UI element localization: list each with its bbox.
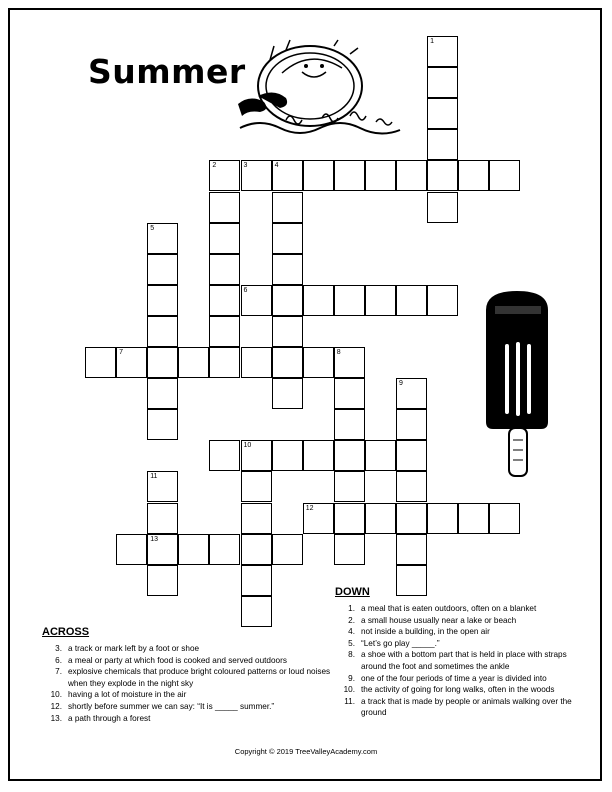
grid-cell[interactable]: [209, 223, 240, 254]
grid-cell[interactable]: [396, 503, 427, 534]
clue-text: a meal that is eaten outdoors, often on a blanket: [361, 604, 537, 613]
clue-text: a small house usually near a lake or beach: [361, 615, 517, 625]
grid-cell[interactable]: [303, 160, 334, 191]
grid-cell[interactable]: [427, 129, 458, 160]
clue-number: 13.: [50, 713, 62, 723]
grid-cell[interactable]: [147, 503, 178, 534]
grid-cell[interactable]: [365, 160, 396, 191]
grid-cell[interactable]: [303, 440, 334, 471]
clue-text: a track that is made by people or animals walking over the ground: [361, 696, 572, 718]
grid-cell[interactable]: [272, 254, 303, 285]
grid-cell[interactable]: [334, 534, 365, 565]
grid-cell[interactable]: [334, 409, 365, 440]
clue-number: 1: [430, 38, 434, 45]
grid-cell[interactable]: [365, 440, 396, 471]
grid-cell[interactable]: [427, 36, 458, 67]
clue-text: having a lot of moisture in the air: [68, 690, 187, 700]
grid-cell[interactable]: [396, 160, 427, 191]
grid-cell[interactable]: [427, 160, 458, 191]
clue-number: 4: [274, 162, 279, 170]
across-heading: ACROSS: [42, 626, 90, 638]
clue-number: 11.: [344, 696, 355, 706]
grid-cell[interactable]: [241, 471, 272, 502]
clue-number: 3.: [55, 644, 62, 653]
clue-number: 7: [119, 349, 123, 356]
grid-cell[interactable]: [147, 347, 178, 378]
clue-number: 1.: [348, 604, 355, 613]
grid-cell[interactable]: [241, 565, 272, 596]
grid-cell[interactable]: [241, 596, 272, 627]
clue-text: the activity of going for long walks, often in the woods: [361, 685, 555, 695]
grid-cell[interactable]: [116, 347, 147, 378]
clue-text: a path through a forest: [68, 713, 151, 723]
grid-cell[interactable]: [272, 440, 303, 471]
across-clue: [42, 666, 332, 689]
down-clue: [335, 696, 575, 719]
grid-cell[interactable]: [272, 192, 303, 223]
grid-cell[interactable]: [147, 534, 178, 565]
grid-cell[interactable]: [396, 471, 427, 502]
grid-cell[interactable]: [209, 534, 240, 565]
down-clue: [335, 603, 575, 615]
grid-cell[interactable]: [272, 534, 303, 565]
grid-cell[interactable]: [178, 347, 209, 378]
down-clue: [335, 649, 575, 672]
grid-cell[interactable]: [209, 347, 240, 378]
down-clue: [335, 615, 575, 627]
clue-number: 3: [243, 162, 248, 170]
across-clue: [42, 643, 332, 655]
grid-cell[interactable]: [85, 347, 116, 378]
down-clue: [335, 638, 575, 650]
grid-cell[interactable]: [427, 192, 458, 223]
grid-cell[interactable]: [489, 503, 520, 534]
across-clue: [42, 701, 332, 713]
across-clue: [42, 655, 332, 667]
grid-cell[interactable]: [334, 440, 365, 471]
grid-cell[interactable]: [489, 160, 520, 191]
clue-number: 9: [399, 380, 403, 388]
grid-cell[interactable]: [147, 254, 178, 285]
grid-cell[interactable]: [334, 347, 365, 378]
clue-number: 4.: [348, 627, 355, 637]
grid-cell[interactable]: [147, 565, 178, 596]
grid-cell[interactable]: [178, 534, 209, 565]
grid-cell[interactable]: [241, 347, 272, 378]
down-clues: [335, 586, 575, 719]
grid-cell[interactable]: [147, 223, 178, 254]
grid-cell[interactable]: [209, 316, 240, 347]
grid-cell[interactable]: [147, 316, 178, 347]
clue-number: 5: [150, 224, 155, 232]
clue-number: 8.: [348, 650, 355, 660]
grid-cell[interactable]: [116, 534, 147, 565]
grid-cell[interactable]: [396, 534, 427, 565]
grid-cell[interactable]: [147, 285, 178, 316]
clue-text: a shoe with a bottom part that is held in place with straps around the foot and sometimes the ankle: [361, 650, 567, 671]
grid-cell[interactable]: [272, 316, 303, 347]
grid-cell[interactable]: [209, 160, 240, 191]
grid-cell[interactable]: [272, 378, 303, 409]
grid-cell[interactable]: [427, 285, 458, 316]
across-clue: [42, 689, 332, 701]
grid-cell[interactable]: [147, 378, 178, 409]
grid-cell[interactable]: [396, 440, 427, 471]
page-title: Summer: [88, 52, 246, 91]
grid-cell[interactable]: [272, 223, 303, 254]
grid-cell[interactable]: [241, 440, 272, 471]
grid-cell[interactable]: [396, 285, 427, 316]
grid-cell[interactable]: [458, 503, 489, 534]
grid-cell[interactable]: [272, 285, 303, 316]
grid-cell[interactable]: [427, 98, 458, 129]
grid-cell[interactable]: [334, 285, 365, 316]
down-clue: [335, 684, 575, 696]
grid-cell[interactable]: [427, 67, 458, 98]
clue-number: 12: [305, 504, 314, 512]
clue-number: 10: [243, 442, 252, 450]
clue-number: 6.: [55, 655, 62, 665]
clue-text: explosive chemicals that produce bright coloured patterns or loud noises when they explode in the night sky: [68, 667, 331, 688]
grid-cell[interactable]: [209, 440, 240, 471]
grid-cell[interactable]: [272, 347, 303, 378]
clue-number: 8: [336, 349, 341, 356]
clue-number: 2.: [348, 615, 355, 625]
down-clue: [335, 626, 575, 638]
clue-number: 10.: [50, 690, 62, 700]
grid-cell[interactable]: [458, 160, 489, 191]
grid-cell[interactable]: [427, 503, 458, 534]
grid-cell[interactable]: [241, 503, 272, 534]
clue-text: “Let’s go play _____.”: [361, 638, 440, 648]
clue-text: one of the four periods of time a year is divided into: [361, 673, 547, 683]
grid-cell[interactable]: [303, 285, 334, 316]
clue-text: a track or mark left by a foot or shoe: [68, 644, 200, 653]
grid-cell[interactable]: [209, 254, 240, 285]
clue-number: 9.: [348, 673, 355, 683]
across-clue: [42, 713, 332, 725]
clue-number: 5.: [348, 638, 355, 648]
clue-number: 10.: [343, 685, 355, 695]
grid-cell[interactable]: [365, 503, 396, 534]
grid-cell[interactable]: [241, 285, 272, 316]
down-clue: [335, 673, 575, 685]
grid-cell[interactable]: [209, 192, 240, 223]
clue-text: a meal or party at which food is cooked and served outdoors: [68, 655, 287, 665]
grid-cell[interactable]: [365, 285, 396, 316]
grid-cell[interactable]: [303, 503, 334, 534]
grid-cell[interactable]: [241, 534, 272, 565]
grid-cell[interactable]: [396, 409, 427, 440]
clue-text: shortly before summer we can say: “It is _____ summer.”: [68, 701, 275, 711]
grid-cell[interactable]: [334, 503, 365, 534]
grid-cell[interactable]: [272, 160, 303, 191]
clue-number: 12.: [50, 701, 62, 711]
clue-text: not inside a building, in the open air: [361, 627, 490, 637]
grid-cell[interactable]: [396, 378, 427, 409]
copyright-footer: Copyright © 2019 TreeValleyAcademy.com: [234, 747, 378, 756]
clue-number: 13: [150, 535, 158, 543]
grid-cell[interactable]: [147, 471, 178, 502]
clue-number: 6: [243, 286, 248, 294]
clue-number: 7.: [55, 667, 62, 677]
grid-cell[interactable]: [241, 160, 272, 191]
grid-cell[interactable]: [334, 471, 365, 502]
grid-cell[interactable]: [334, 378, 365, 409]
clue-number: 2: [212, 162, 217, 170]
grid-cell[interactable]: [147, 409, 178, 440]
grid-cell[interactable]: [334, 160, 365, 191]
across-clues: [42, 626, 332, 724]
grid-cell[interactable]: [209, 285, 240, 316]
down-heading: DOWN: [335, 586, 370, 598]
grid-cell[interactable]: [303, 347, 334, 378]
clue-number: 11: [150, 473, 158, 481]
